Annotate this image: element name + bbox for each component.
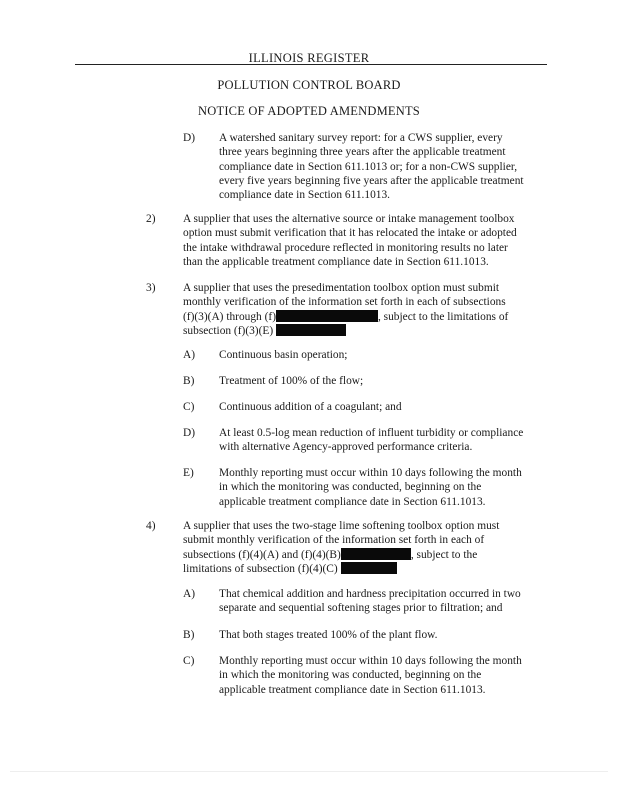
p3-sub-e-text [219, 466, 522, 509]
text-fragment: , subject to the [410, 548, 478, 561]
text-fragment: subsection (f)(3)(E) [183, 324, 274, 337]
text-line: Monthly reporting must occur within 10 days following the month [219, 467, 522, 479]
text-line [183, 310, 508, 324]
text-fragment: subsections (f)(4)(A) and (f)(4)(B) [183, 548, 341, 561]
redaction-block [341, 562, 397, 574]
redaction-block [276, 310, 378, 322]
paragraph-4-marker: 4) [146, 520, 156, 532]
text-line: Continuous basin operation; [219, 349, 348, 361]
text-line: That chemical addition and hardness precipitation occurred in two [219, 588, 521, 600]
text-line: in which the monitoring was conducted, beginning on the [219, 481, 482, 494]
header-rule [75, 64, 547, 65]
paragraph-2-text [183, 212, 517, 269]
text-line: every five years beginning five years after the applicable treatment [219, 174, 524, 187]
text-line: Continuous addition of a coagulant; and [219, 401, 402, 413]
p4-sub-b-text [219, 628, 437, 642]
p3-sub-c-text [219, 400, 402, 414]
paragraph-3-text [183, 281, 508, 338]
redaction-block [276, 324, 346, 336]
text-line: applicable treatment compliance date in Section 611.1013. [219, 495, 486, 508]
p3-sub-b-text [219, 374, 363, 388]
p3-sub-c-marker: C) [183, 401, 195, 413]
page-edge-rule [10, 771, 608, 772]
text-line: compliance date in Section 611.1013 or; for a non-CWS supplier, [219, 160, 518, 173]
text-line: That both stages treated 100% of the plant flow. [219, 629, 438, 641]
paragraph-4-text [183, 519, 499, 576]
p4-sub-a-text [219, 587, 521, 616]
text-line: option must submit verification that it has relocated the intake or adopted [183, 227, 517, 240]
text-line: A watershed sanitary survey report: for a CWS supplier, every [219, 132, 503, 144]
text-line [183, 562, 499, 576]
text-line: applicable treatment compliance date in Section 611.1013. [219, 683, 486, 696]
text-line: in which the monitoring was conducted, beginning on the [219, 669, 482, 682]
p4-sub-b-marker: B) [183, 629, 195, 641]
p3-sub-d-text [219, 426, 523, 455]
register-title: ILLINOIS REGISTER [248, 51, 370, 65]
p3-sub-d-marker: D) [183, 427, 196, 439]
item-d-top-text [219, 131, 524, 202]
p3-sub-a-text [219, 348, 347, 362]
p4-sub-c-marker: C) [183, 655, 195, 667]
text-line: compliance date in Section 611.1013. [219, 189, 391, 202]
text-line: than the applicable treatment compliance date in Section 611.1013. [183, 255, 489, 268]
text-line: three years beginning three years after the applicable treatment [219, 146, 506, 159]
text-line: Monthly reporting must occur within 10 days following the month [219, 655, 522, 667]
text-line [183, 324, 508, 338]
paragraph-2-marker: 2) [146, 213, 156, 225]
notice-title: NOTICE OF ADOPTED AMENDMENTS [198, 104, 420, 118]
text-line: monthly verification of the information set forth in each of subsections [183, 296, 506, 309]
text-line: A supplier that uses the presedimentation toolbox option must submit [183, 282, 500, 294]
text-line: A supplier that uses the alternative source or intake management toolbox [183, 213, 515, 225]
item-d-top-marker: D) [183, 132, 196, 144]
text-line: separate and sequential softening stages prior to filtration; and [219, 602, 503, 615]
text-fragment: limitations of subsection (f)(4)(C) [183, 562, 338, 575]
text-line: the intake withdrawal procedure reflected in monitoring results no later [183, 241, 508, 254]
p4-sub-c-text [219, 654, 522, 697]
p4-sub-a-marker: A) [183, 588, 196, 600]
p3-sub-b-marker: B) [183, 375, 195, 387]
text-line: At least 0.5-log mean reduction of influent turbidity or compliance [219, 427, 524, 439]
redaction-block [341, 548, 411, 560]
text-line: submit monthly verification of the information set forth in each of [183, 534, 485, 547]
board-title: POLLUTION CONTROL BOARD [217, 78, 401, 92]
p3-sub-e-marker: E) [183, 467, 194, 479]
text-line: with alternative Agency-approved performance criteria. [219, 441, 473, 454]
p3-sub-a-marker: A) [183, 349, 196, 361]
text-line [183, 548, 499, 562]
text-line: A supplier that uses the two-stage lime softening toolbox option must [183, 520, 500, 532]
text-line: Treatment of 100% of the flow; [219, 375, 364, 387]
text-fragment: (f)(3)(A) through (f) [183, 310, 276, 323]
text-fragment: , subject to the limitations of [377, 310, 509, 323]
paragraph-3-marker: 3) [146, 282, 156, 294]
